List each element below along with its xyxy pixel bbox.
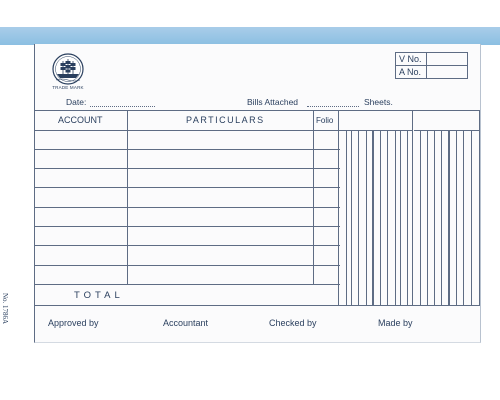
ship-trademark-icon xyxy=(50,53,86,85)
bills-attached-label: Bills Attached xyxy=(247,97,299,107)
amount-header-separator-right xyxy=(414,130,479,131)
folio-column-divider xyxy=(338,110,339,305)
form-stock-number: No. 1786A xyxy=(1,293,9,325)
row-rule xyxy=(35,207,340,208)
approved-by-label: Approved by xyxy=(48,318,99,328)
money-column-rule xyxy=(420,130,421,305)
header-separator-rule xyxy=(35,130,380,131)
money-column-rule xyxy=(456,130,457,305)
money-column-rule xyxy=(395,130,396,305)
row-rule xyxy=(35,168,340,169)
account-column-header: ACCOUNT xyxy=(58,115,103,125)
row-rule xyxy=(35,187,340,188)
top-color-band xyxy=(0,27,500,45)
money-column-rule xyxy=(387,130,388,305)
cents-divider-rule xyxy=(372,130,374,305)
money-column-rule xyxy=(471,130,472,305)
a-no-label: A No. xyxy=(396,66,427,79)
a-no-field[interactable] xyxy=(427,66,468,79)
table-bottom-rule xyxy=(35,305,479,306)
total-label: TOTAL xyxy=(74,290,124,301)
money-column-rule xyxy=(366,130,367,305)
folio-column-header: Folio xyxy=(316,116,334,125)
money-column-rule xyxy=(427,130,428,305)
sheets-label: Sheets. xyxy=(364,97,393,107)
particulars-column-header: PARTICULARS xyxy=(186,115,265,125)
date-field[interactable] xyxy=(90,106,155,107)
date-label: Date: xyxy=(66,97,87,107)
bills-attached-field[interactable] xyxy=(307,106,359,107)
table-right-rule xyxy=(479,110,480,306)
particulars-column-divider xyxy=(313,110,314,284)
made-by-label: Made by xyxy=(378,318,413,328)
row-rule xyxy=(35,149,340,150)
account-column-divider xyxy=(127,110,128,284)
money-column-rule xyxy=(434,130,435,305)
money-column-rule xyxy=(463,130,464,305)
checked-by-label: Checked by xyxy=(269,318,317,328)
money-column-rule xyxy=(441,130,442,305)
money-column-rule xyxy=(400,130,401,305)
voucher-no-label: V No. xyxy=(396,53,427,66)
money-column-rule xyxy=(407,130,408,305)
amount-column-divider xyxy=(412,110,413,305)
row-rule xyxy=(35,245,340,246)
row-rule xyxy=(35,226,340,227)
voucher-number-box xyxy=(395,52,468,79)
money-column-rule xyxy=(351,130,352,305)
money-column-rule xyxy=(346,130,347,305)
row-rule xyxy=(35,284,340,285)
cents-divider-rule xyxy=(448,130,450,305)
money-column-rule xyxy=(380,130,381,305)
voucher-no-field[interactable] xyxy=(427,53,468,66)
trade-mark-label: TRADE MARK xyxy=(52,85,84,90)
accountant-label: Accountant xyxy=(163,318,209,328)
row-rule xyxy=(35,265,340,266)
money-column-rule xyxy=(358,130,359,305)
